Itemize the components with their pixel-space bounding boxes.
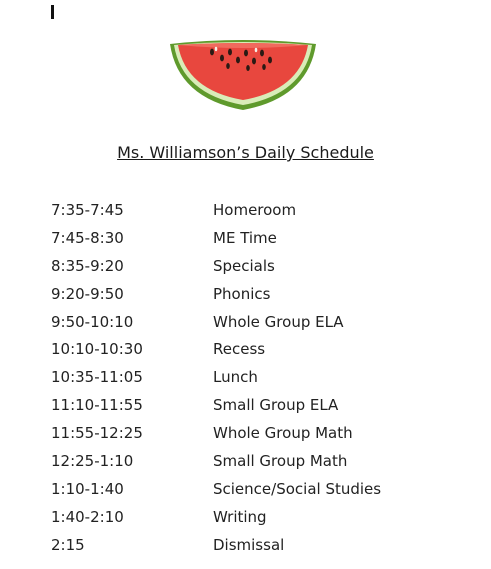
schedule-time: 12:25-1:10 (51, 451, 134, 470)
schedule-row (51, 447, 381, 475)
schedule-row (51, 224, 381, 252)
schedule-row (51, 475, 381, 503)
schedule-time: 7:35-7:45 (51, 200, 124, 219)
watermelon-slice-icon (168, 38, 318, 112)
schedule-time: 2:15 (51, 535, 85, 554)
schedule-row (51, 391, 381, 419)
schedule-activity: Dismissal (213, 535, 285, 554)
schedule-activity: Science/Social Studies (213, 479, 382, 498)
schedule-row (51, 363, 381, 391)
schedule-time: 11:10-11:55 (51, 396, 143, 415)
schedule-row (51, 280, 381, 308)
schedule-activity: Homeroom (213, 200, 297, 219)
schedule-activity: Whole Group ELA (213, 312, 344, 331)
schedule-activity: Writing (213, 507, 267, 526)
schedule-row (51, 531, 381, 559)
schedule-time: 11:55-12:25 (51, 424, 143, 443)
schedule-time: 8:35-9:20 (51, 256, 124, 275)
schedule-activity: Whole Group Math (213, 424, 353, 443)
schedule-list (51, 196, 381, 559)
schedule-row (51, 335, 381, 363)
schedule-time: 9:20-9:50 (51, 284, 124, 303)
schedule-time: 10:10-10:30 (51, 340, 143, 359)
schedule-activity: Phonics (213, 284, 271, 303)
schedule-row (51, 419, 381, 447)
schedule-row (51, 252, 381, 280)
schedule-time: 1:10-1:40 (51, 479, 124, 498)
schedule-time: 7:45-8:30 (51, 228, 124, 247)
schedule-activity: ME Time (213, 228, 277, 247)
schedule-activity: Specials (213, 256, 275, 275)
schedule-activity: Lunch (213, 368, 258, 387)
schedule-time: 9:50-10:10 (51, 312, 134, 331)
schedule-time: 1:40-2:10 (51, 507, 124, 526)
schedule-row (51, 308, 381, 336)
schedule-row (51, 196, 381, 224)
schedule-row (51, 503, 381, 531)
schedule-activity: Small Group Math (213, 451, 348, 470)
schedule-activity: Small Group ELA (213, 396, 339, 415)
text-cursor-icon (51, 5, 54, 19)
schedule-activity: Recess (213, 340, 266, 359)
schedule-time: 10:35-11:05 (51, 368, 143, 387)
page-title: Ms. Williamson’s Daily Schedule (117, 143, 374, 162)
